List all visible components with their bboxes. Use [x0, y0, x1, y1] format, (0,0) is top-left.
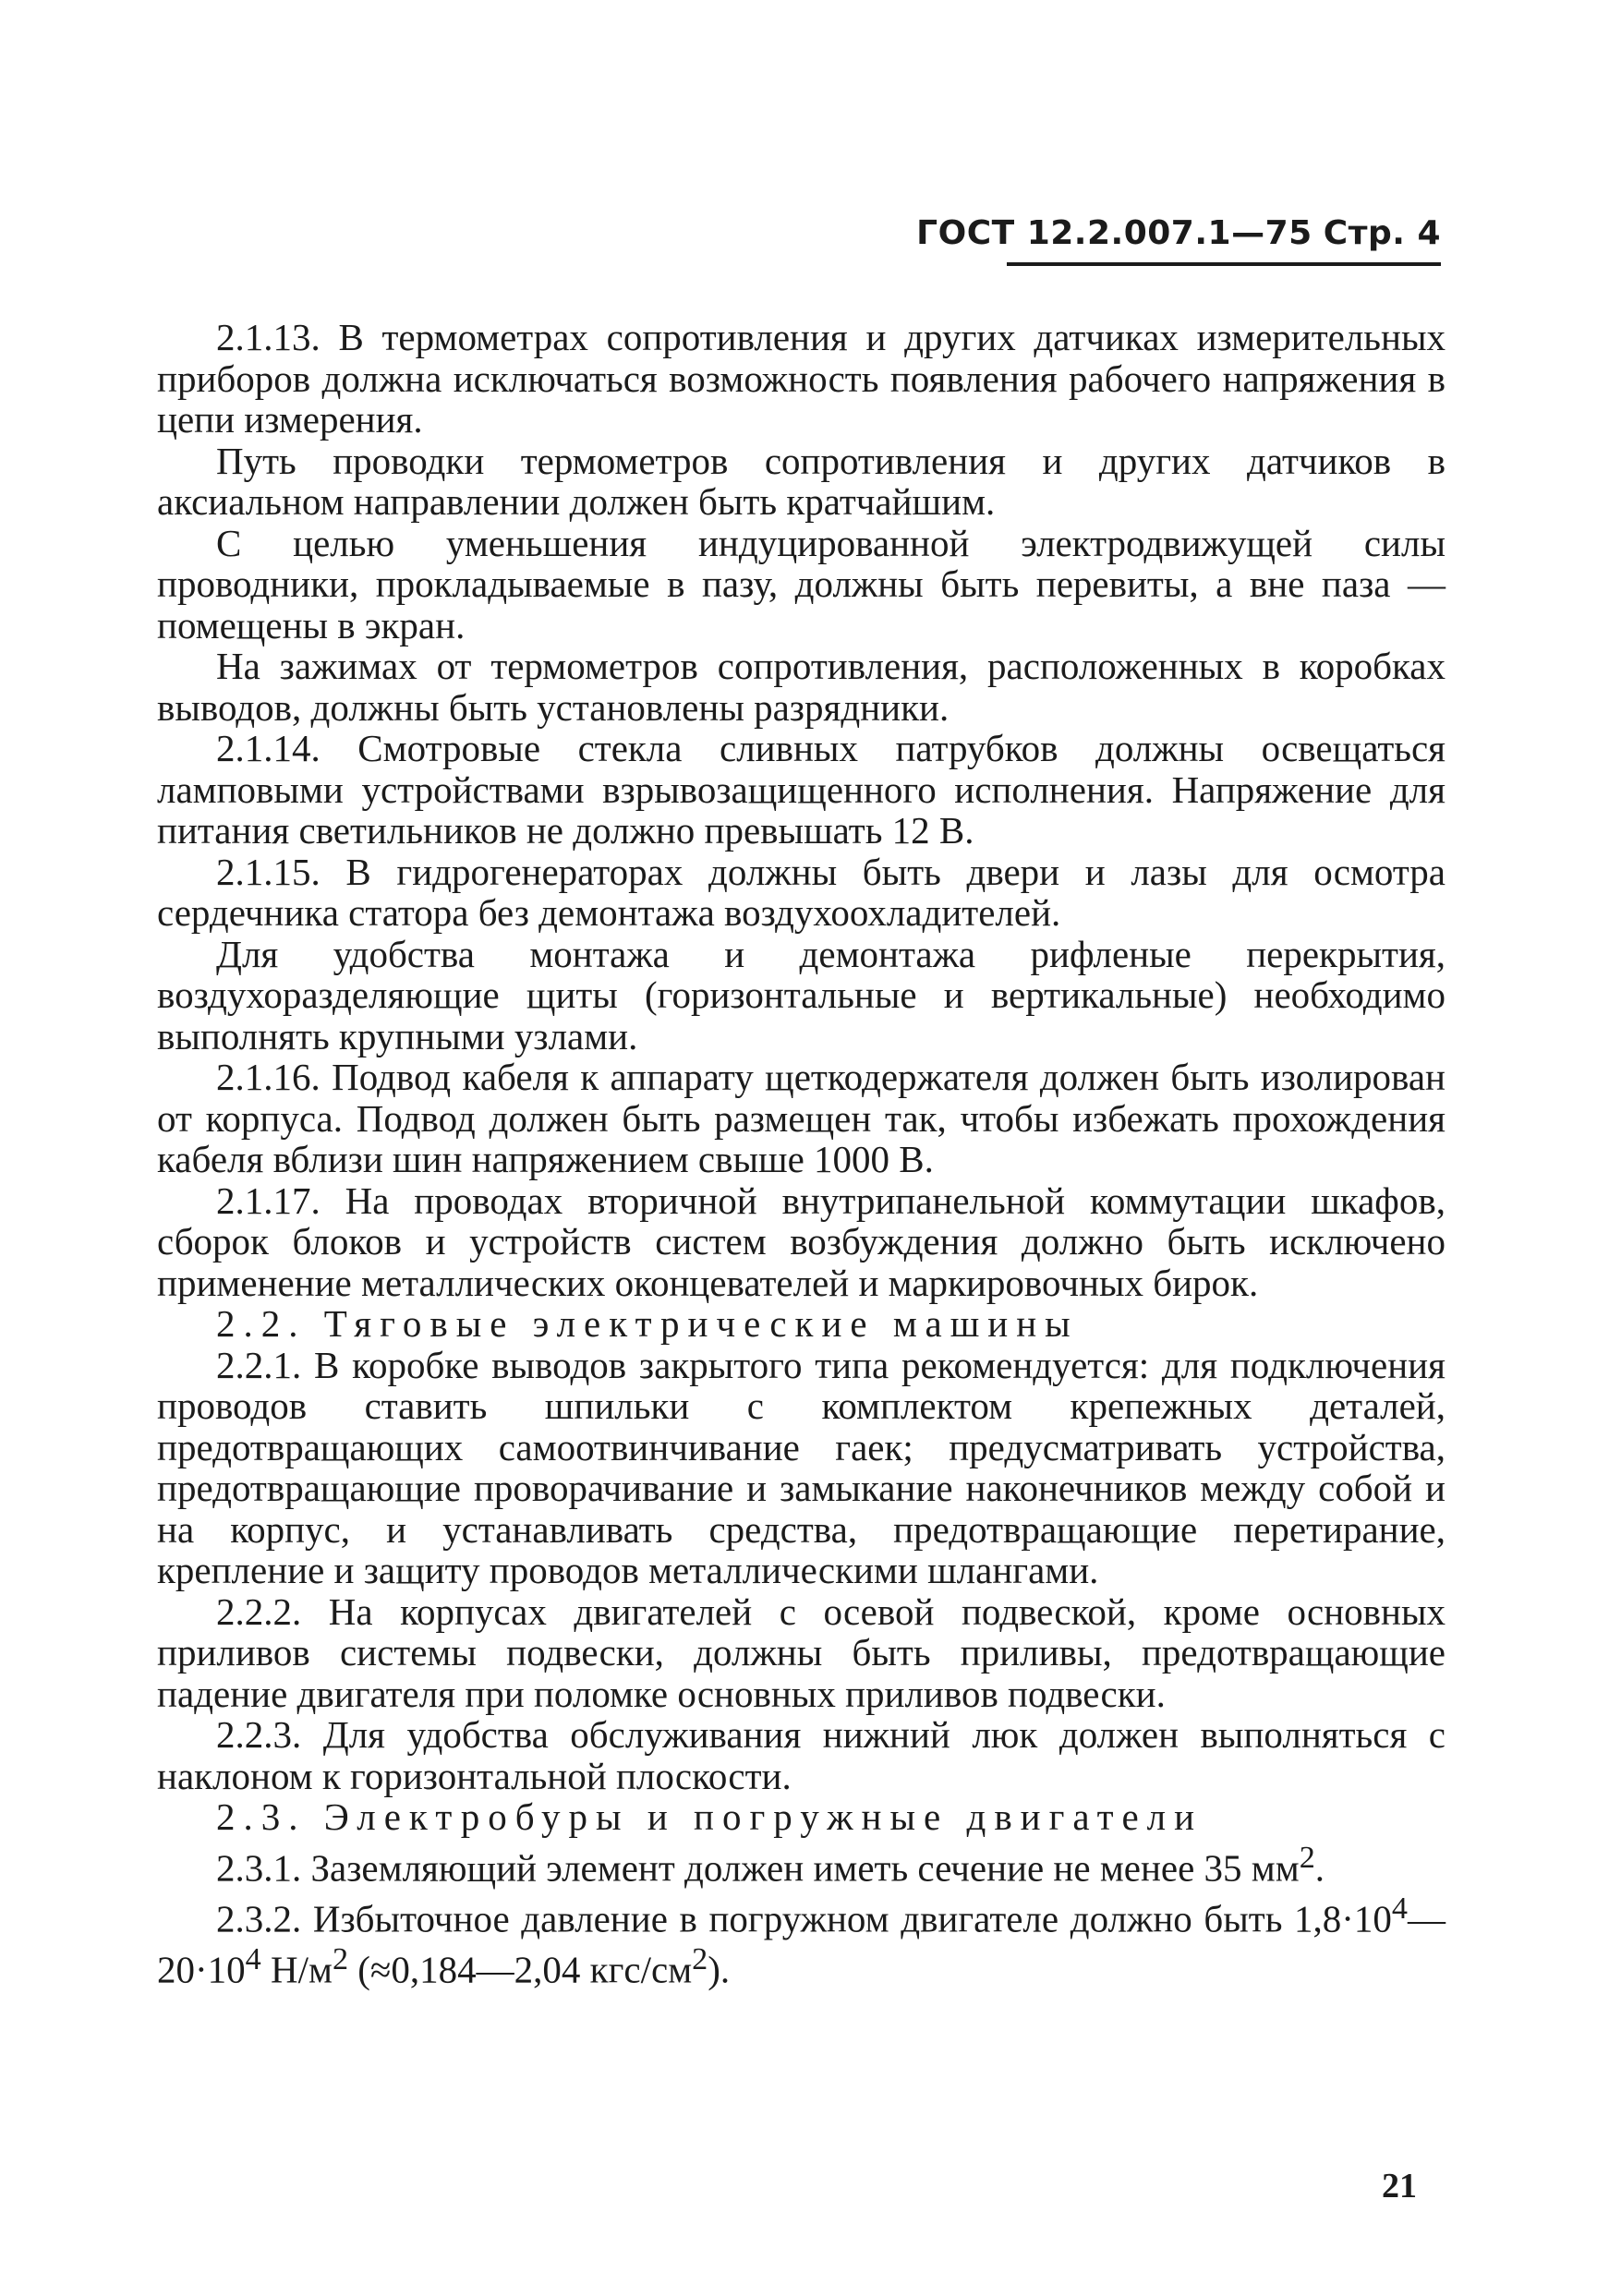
superscript: 2 [1299, 1840, 1315, 1875]
superscript: 4 [245, 1941, 261, 1976]
paragraph-2-3-2-part-d: (≈0,184—2,04 кгс/см [348, 1948, 693, 1991]
paragraph-2-1-13: 2.1.13. В термометрах сопротивления и других датчиках измерительных приборов должна исключаться возможность появления рабочего напряжения в цепи измерения. [157, 316, 1446, 441]
paragraph-2-3-2-part-c: Н/м [260, 1948, 333, 1991]
paragraph-wiring-path: Путь проводки термометров сопротивления и других датчиков в аксиальном направлении должен быть кратчайшим. [157, 439, 1446, 523]
paragraph-2-3-2-part-e: ). [708, 1948, 731, 1991]
paragraph-2-3-2-part-b: —20·10 [157, 1897, 1446, 1991]
punctuation: . [1314, 1846, 1325, 1890]
paragraph-2-2-3: 2.2.3. Для удобства обслуживания нижний люк должен выполняться с наклоном к горизонтальной плоскости. [157, 1713, 1446, 1797]
paragraph-2-3-2 [157, 1889, 1446, 1990]
body-text [157, 317, 1446, 1990]
section-title-2-3: 2.3. Электробуры и погружные двигатели [216, 1795, 1204, 1838]
paragraph-2-1-16: 2.1.16. Подвод кабеля к аппарату щеткодержателя должен быть изолирован от корпуса. Подвод должен быть размещен так, чтобы избежать прохождения кабеля вблизи шин напряжением свыше 1000 В. [157, 1056, 1446, 1180]
paragraph-2-2-1: 2.2.1. В коробке выводов закрытого типа рекомендуется: для подключения проводов ставить шпильки с комплектом крепежных деталей, предотвращающих самоотвинчивание гаек; предусматривать устройства, предотвращающие проворачивание и замыкание наконечников между собой и на корпус, и устанавливать средства, предотвращающие перетирание, крепление и защиту проводов металлическими шлангами. [157, 1343, 1446, 1591]
paragraph-induced-emf: С целью уменьшения индуцированной электродвижущей силы проводники, прокладываемые в пазу, должны быть перевиты, а вне паза — помещены в экран. [157, 521, 1446, 647]
page-number: 21 [1382, 2167, 1417, 2205]
section-title-2-2: 2.2. Тяговые электрические машины [216, 1302, 1079, 1345]
paragraph-mounting: Для удобства монтажа и демонтажа рифленые перекрытия, воздухоразделяющие щиты (горизонтальные и вертикальные) необходимо выполнять крупными узлами. [157, 932, 1446, 1057]
paragraph-2-1-17: 2.1.17. На проводах вторичной внутрипанельной коммутации шкафов, сборок блоков и устройств систем возбуждения должно быть исключено применение металлических оконцевателей и маркировочных бирок. [157, 1178, 1446, 1304]
paragraph-2-3-2-part-a: 2.3.2. Избыточное давление в погружном двигателе должно быть 1,8·10 [216, 1897, 1392, 1940]
paragraph-2-1-15: 2.1.15. В гидрогенераторах должны быть двери и лазы для осмотра сердечника статора без демонтажа воздухоохладителей. [157, 850, 1446, 934]
superscript: 4 [1391, 1891, 1408, 1926]
paragraph-2-2-2: 2.2.2. На корпусах двигателей с осевой подвеской, кроме основных приливов системы подвески, должны быть приливы, предотвращающие падение двигателя при поломке основных приливов подвески. [157, 1589, 1446, 1715]
page-label: Стр. 4 [1323, 214, 1441, 252]
header-rule [1007, 262, 1441, 266]
running-header [916, 209, 1441, 268]
superscript: 2 [692, 1941, 708, 1976]
paragraph-arresters: На зажимах от термометров сопротивления, расположенных в коробках выводов, должны быть установлены разрядники. [157, 645, 1446, 729]
superscript: 2 [332, 1941, 349, 1976]
paragraph-2-3-1-text: 2.3.1. Заземляющий элемент должен иметь сечение не менее 35 мм [216, 1846, 1300, 1890]
paragraph-2-1-14: 2.1.14. Смотровые стекла сливных патрубков должны освещаться ламповыми устройствами взрывозащищенного исполнения. Напряжение для питания светильников не должно превышать 12 В. [157, 727, 1446, 852]
paragraph-2-3-1 [157, 1838, 1446, 1889]
standard-number: ГОСТ 12.2.007.1—75 [916, 214, 1313, 252]
header-text [916, 214, 1441, 252]
